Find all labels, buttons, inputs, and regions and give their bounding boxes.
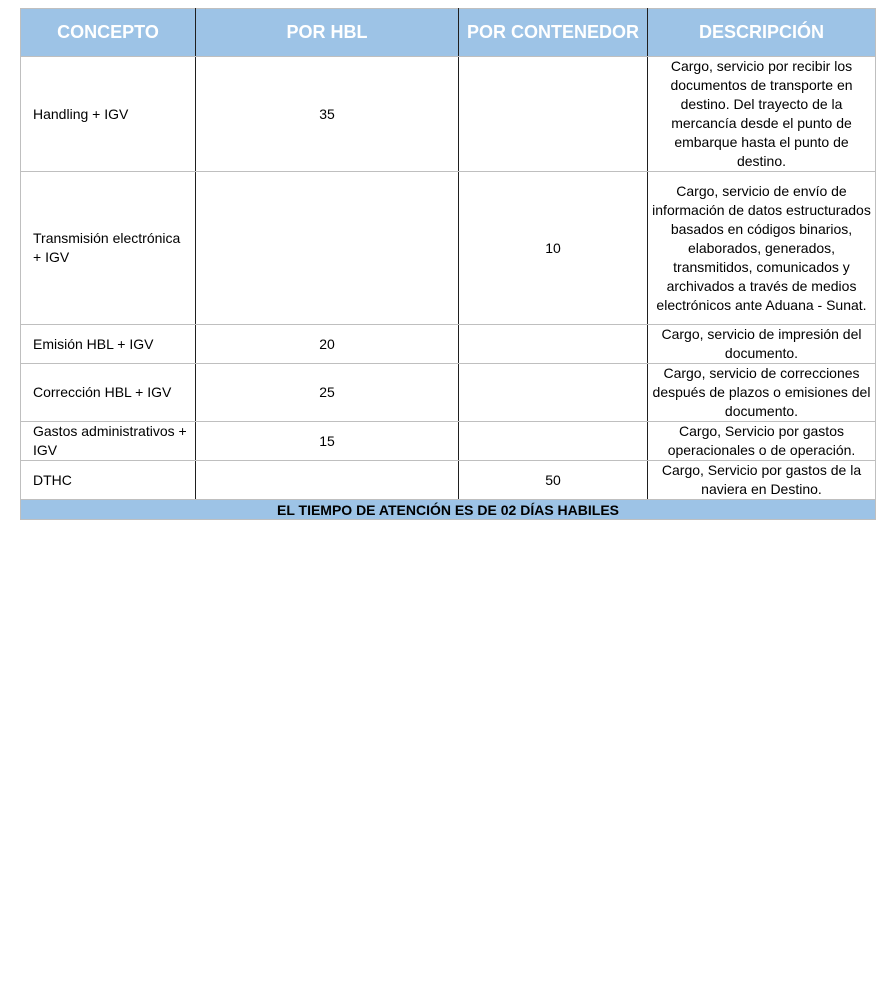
header-row — [21, 9, 876, 57]
tariff-sheet — [20, 8, 875, 520]
footer-row — [21, 500, 876, 520]
header-concepto: CONCEPTO — [21, 9, 196, 57]
por-contenedor-cell — [459, 325, 648, 364]
por-contenedor-cell — [459, 422, 648, 461]
descripcion-cell: Cargo, Servicio por gastos de la naviera en Destino. — [648, 461, 876, 500]
table-row — [21, 364, 876, 422]
por-contenedor-cell — [459, 364, 648, 422]
descripcion-cell: Cargo, servicio de envío de información de datos estructurados basados en códigos binarios, elaborados, generados, transmitidos, comunicados y archivados a través de medios electrónicos ante Aduana - Sunat. — [648, 172, 876, 325]
por-hbl-cell: 20 — [196, 325, 459, 364]
descripcion-cell: Cargo, servicio por recibir los documentos de transporte en destino. Del trayecto de la mercancía desde el punto de embarque hasta el punto de destino. — [648, 57, 876, 172]
concepto-cell: Emisión HBL + IGV — [21, 325, 196, 364]
por-hbl-cell — [196, 461, 459, 500]
table-row — [21, 422, 876, 461]
table-row — [21, 325, 876, 364]
descripcion-cell: Cargo, servicio de correcciones después de plazos o emisiones del documento. — [648, 364, 876, 422]
por-contenedor-cell — [459, 57, 648, 172]
por-hbl-cell: 35 — [196, 57, 459, 172]
table-row — [21, 172, 876, 325]
concepto-cell: Corrección HBL + IGV — [21, 364, 196, 422]
header-por-contenedor: POR CONTENEDOR — [459, 9, 648, 57]
por-hbl-cell: 25 — [196, 364, 459, 422]
descripcion-cell: Cargo, servicio de impresión del documento. — [648, 325, 876, 364]
attention-time-note: EL TIEMPO DE ATENCIÓN ES DE 02 DÍAS HABILES — [21, 500, 876, 520]
por-contenedor-cell: 10 — [459, 172, 648, 325]
descripcion-cell: Cargo, Servicio por gastos operacionales o de operación. — [648, 422, 876, 461]
concepto-cell: Transmisión electrónica + IGV — [21, 172, 196, 325]
concepto-cell: DTHC — [21, 461, 196, 500]
table-row — [21, 57, 876, 172]
table-row — [21, 461, 876, 500]
por-hbl-cell: 15 — [196, 422, 459, 461]
concepto-cell: Handling + IGV — [21, 57, 196, 172]
header-por-hbl: POR HBL — [196, 9, 459, 57]
concepto-cell: Gastos administrativos + IGV — [21, 422, 196, 461]
por-contenedor-cell: 50 — [459, 461, 648, 500]
tariff-table — [20, 8, 876, 520]
header-descripcion: DESCRIPCIÓN — [648, 9, 876, 57]
por-hbl-cell — [196, 172, 459, 325]
